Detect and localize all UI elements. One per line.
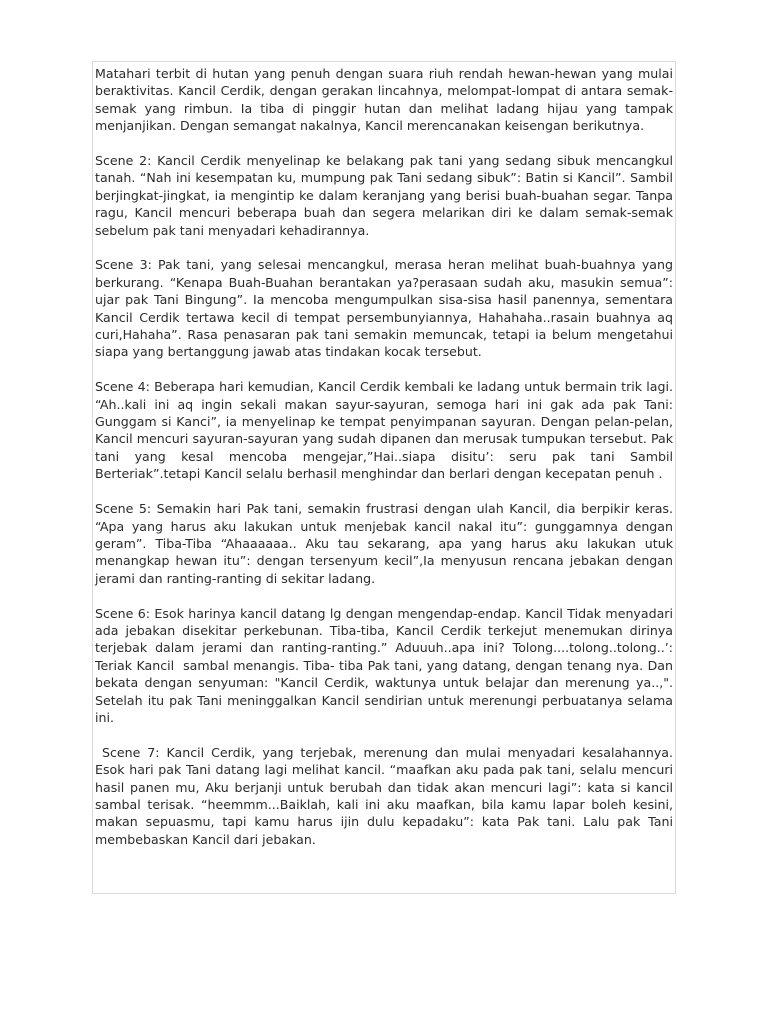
paragraph-scene-6: Scene 6: Esok harinya kancil datang lg dengan mengendap-endap. Kancil Tidak menyadari ada jebakan disekitar perkebunan. Tiba-tiba, Kancil Cerdik terkejut menemukan dirinya terjebak dalam jerami dan ranting-ranting.” Aduuuh..apa ini? Tolong....tolong..tolong..’: Teriak Kancil sambal menangis. Tiba- tiba Pak tani, yang datang, dengan tenang nya. Dan bekata dengan senyuman: "Kancil Cerdik, waktunya untuk belajar dan merenung ya..,". Setelah itu pak Tani meninggalkan Kancil sendirian untuk merenungi perbuatanya selama ini. (95, 605, 678, 725)
paragraph-scene-4: Scene 4: Beberapa hari kemudian, Kancil Cerdik kembali ke ladang untuk bermain trik lagi. “Ah..kali ini aq ingin sekali makan sayur-sayuran, semoga hari ini gak ada pak Tani: Gunggam si Kanci”, ia menyelinap ke tempat penyimpanan sayuran. Dengan pelan-pelan, Kancil mencuri sayuran-sayuran yang sudah dipanen dan merusak tumpukan tersebut. Pak tani yang kesal mencoba mengejar,”Hai..siapa disitu’: seru pak tani Sambil Berteriak”.tetapi Kancil selalu berhasil menghindar dan berlari dengan kecepatan penuh . (95, 379, 678, 482)
paragraph-scene-7: Scene 7: Kancil Cerdik, yang terjebak, merenung dan mulai menyadari kesalahannya. Esok hari pak Tani datang lagi melihat kancil. “maafkan aku pada pak tani, selalu mencuri hasil panen mu, Aku berjanji untuk berubah dan tidak akan mencuri lagi”: kata si kancil sambal terisak. “heemmm...Baiklah, kali ini aku maafkan, bila kamu lapar boleh kesini, makan sepuasmu, tapi kamu harus ijin dulu kepadaku”: kata Pak tani. Lalu pak Tani membebaskan Kancil dari jebakan. (95, 744, 678, 847)
paragraph-intro: Matahari terbit di hutan yang penuh dengan suara riuh rendah hewan-hewan yang mulai beraktivitas. Kancil Cerdik, dengan gerakan lincahnya, melompat-lompat di antara semak-semak yang rimbun. Ia tiba di pinggir hutan dan melihat ladang hijau yang tampak menjanjikan. Dengan semangat nakalnya, Kancil merencanakan keisengan berikutnya. (95, 66, 678, 134)
paragraph-scene-5: Scene 5: Semakin hari Pak tani, semakin frustrasi dengan ulah Kancil, dia berpikir keras. “Apa yang harus aku lakukan untuk menjebak kancil nakal itu”: gunggamnya dengan geram”. Tiba-Tiba “Ahaaaaaa.. Aku tau sekarang, apa yang harus aku lakukan utuk menangkap hewan itu”: dengan tersenyum kecil”,Ia menyusun rencana jebakan dengan jerami dan ranting-ranting di sekitar ladang. (95, 501, 678, 586)
paragraph-scene-2: Scene 2: Kancil Cerdik menyelinap ke belakang pak tani yang sedang sibuk mencangkul tanah. “Nah ini kesempatan ku, mumpung pak Tani sedang sibuk”: Batin si Kancil”. Sambil berjingkat-jingkat, ia mengintip ke dalam keranjang yang berisi buah-buahan segar. Tanpa ragu, Kancil mencuri beberapa buah dan segera melarikan diri ke dalam semak-semak sebelum pak tani menyadari kehadirannya. (95, 153, 678, 238)
document-page (92, 61, 676, 894)
paragraph-scene-3: Scene 3: Pak tani, yang selesai mencangkul, merasa heran melihat buah-buahnya yang berkurang. “Kenapa Buah-Buahan berantakan ya?perasaan sudah aku, masukin semua”: ujar pak Tani Bingung”. Ia mencoba mengumpulkan sisa-sisa hasil panennya, sementara Kancil Cerdik tertawa kecil di tempat persembunyiannya, Hahahaha..rasain buahnya aq curi,Hahaha”. Rasa penasaran pak tani semakin memuncak, tetapi ia belum mengetahui siapa yang bertanggung jawab atas tindakan kocak tersebut. (95, 257, 678, 360)
